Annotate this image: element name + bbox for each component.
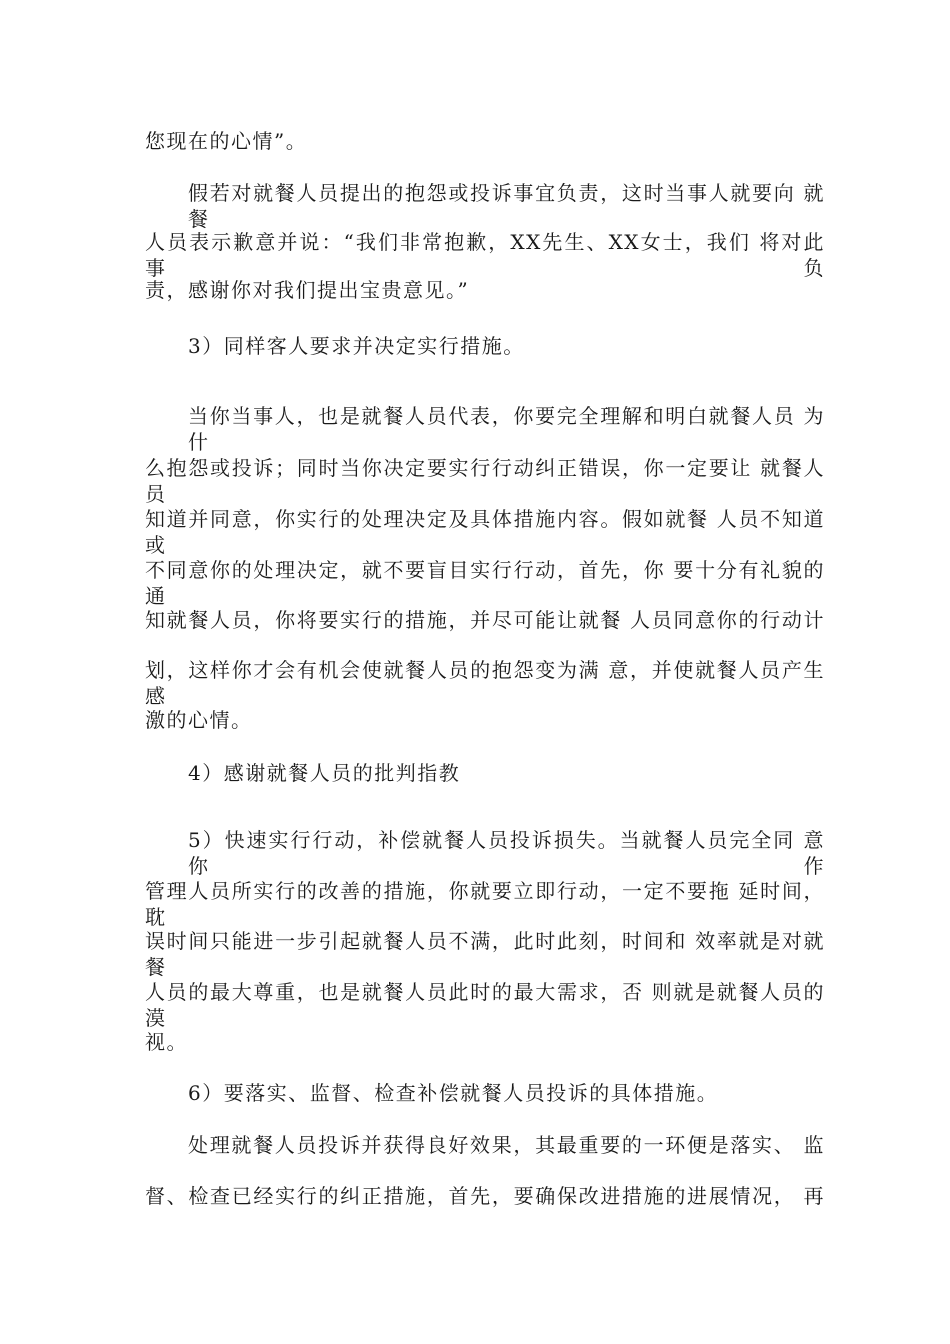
- text-line: 激的心情。: [145, 708, 253, 732]
- text-line: 知道并同意，你实行的处理决定及具体措施内容。假如就餐 人员不知道或: [145, 507, 825, 557]
- text-line: 视。: [145, 1030, 188, 1054]
- text-line: 不同意你的处理决定，就不要盲目实行行动，首先，你 要十分有礼貌的通: [145, 558, 825, 608]
- text-line: 5）快速实行行动，补偿就餐人员投诉损失。当就餐人员完全同 意你作: [188, 828, 825, 878]
- list-item-heading: 3）同样客人要求并决定实行措施。: [188, 334, 525, 358]
- text-line: 管理人员所实行的改善的措施，你就要立即行动，一定不要拖 延时间，耽: [145, 879, 825, 929]
- text-line: 假若对就餐人员提出的抱怨或投诉事宜负责，这时当事人就要向 就餐: [188, 181, 825, 231]
- text-line: 处理就餐人员投诉并获得良好效果，其最重要的一环便是落实、 监: [188, 1133, 825, 1157]
- list-item-heading: 6）要落实、监督、检查补偿就餐人员投诉的具体措施。: [188, 1081, 719, 1105]
- text-line: 误时间只能进一步引起就餐人员不满，此时此刻，时间和 效率就是对就餐: [145, 929, 825, 979]
- text-line: 责，感谢你对我们提出宝贵意见。”: [145, 278, 470, 302]
- text-line: 人员的最大尊重，也是就餐人员此时的最大需求，否 则就是就餐人员的漠: [145, 980, 825, 1030]
- list-item-heading: 4）感谢就餐人员的批判指教: [188, 761, 461, 785]
- text-line: 人员表示歉意并说：“我们非常抱歉，XX先生、XX女士，我们 将对此事负: [145, 230, 825, 280]
- text-line: 划，这样你才会有机会使就餐人员的抱怨变为满 意，并使就餐人员产生感: [145, 658, 825, 708]
- text-line: 督、检查已经实行的纠正措施，首先，要确保改进措施的进展情况， 再: [145, 1184, 825, 1208]
- text-line: 么抱怨或投诉；同时当你决定要实行行动纠正错误，你一定要让 就餐人员: [145, 456, 825, 506]
- text-line: 知就餐人员，你将要实行的措施，并尽可能让就餐 人员同意你的行动计: [145, 608, 825, 632]
- text-line: 当你当事人，也是就餐人员代表，你要完全理解和明白就餐人员 为什: [188, 404, 825, 454]
- text-line: 您现在的心情”。: [145, 129, 308, 153]
